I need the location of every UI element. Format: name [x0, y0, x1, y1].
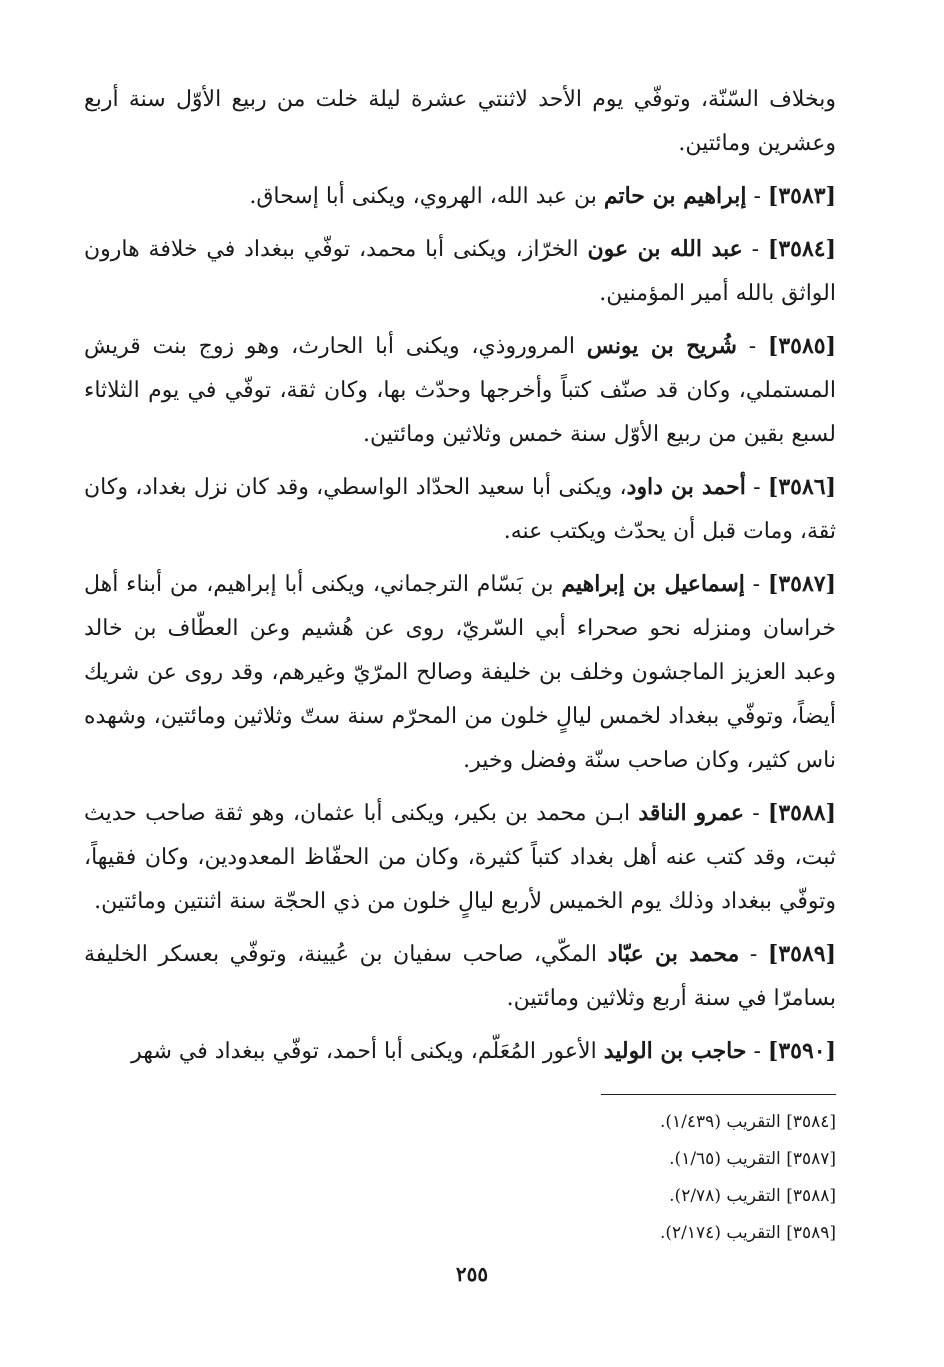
biography-entry: [٣٥٨٥] - شُريح بن يونس المروروذي، ويكنى أبا الحارث، وهو زوج بنت قريش المستملي، وكان قد صنّف كتباً وأخرجها وحدّث بها، وكان ثقة، توفّي في يوم الثلاثاء لسبع بقين من ربيع الأوّل سنة خمس وثلاثين ومائتين. [84, 333, 837, 447]
intro-paragraph [84, 78, 836, 166]
entry-number: [٣٥٨٤] [767, 236, 837, 262]
entry-number: [٣٥٨٣] [767, 183, 836, 209]
entry-text: ابـن محمد بن بكير، ويكنى أبا عثمان، وهو ثقة صاحب حديث ثبت، وقد كتب عنه أهل بغداد كتباً كثيرة، وكان من الحفّاظ المعدودين، وكان فقيهاً، وتوفّي ببغداد وذلك يوم الخميس لأربع ليالٍ خلون من ذي الحجّة سنة اثنتين ومائتين. [84, 801, 836, 914]
entry-number: [٣٥٨٩] [767, 941, 836, 967]
entry-text: المروروذي، ويكنى أبا الحارث، وهو زوج بنت قريش المستملي، وكان قد صنّف كتباً وأخرجها وحدّث بها، وكان ثقة، توفّي في يوم الثلاثاء لسبع بقين من ربيع الأوّل سنة خمس وثلاثين ومائتين. [84, 334, 836, 447]
entry-text: بن بَسّام الترجماني، ويكنى أبا إبراهيم، من أبناء أهل خراسان ومنزله نحو صحراء أبي السّريّ، روى عن هُشيم وعن العطّاف بن خالد وعبد العزيز الماجشون وخلف بن خليفة وصالح المرّيّ وغيرهم، وقد روى عن شريك أيضاً، وتوفّي ببغداد لخمس ليالٍ خلون من المحرّم سنة ستّ وثلاثين ومائتين، وشهده ناس كثير، وكان صاحب سنّة وفضل وخير. [84, 572, 836, 773]
entry-number: [٣٥٨٦] [767, 474, 837, 500]
footnotes-block [336, 1104, 836, 1252]
entry-name: إسماعيل بن إبراهيم [561, 571, 745, 597]
biography-entry: [٣٥٨٧] - إسماعيل بن إبراهيم بن بَسّام الترجماني، ويكنى أبا إبراهيم، من أبناء أهل خراسان ومنزله نحو صحراء أبي السّريّ، روى عن هُشيم وعن العطّاف بن خالد وعبد العزيز الماجشون وخلف بن خليفة وصالح المرّيّ وغيرهم، وقد روى عن شريك أيضاً، وتوفّي ببغداد لخمس ليالٍ خلون من المحرّم سنة ستّ وثلاثين ومائتين، وشهده ناس كثير، وكان صاحب سنّة وفضل وخير. [84, 571, 837, 773]
entry-name: إبراهيم بن حاتم [603, 183, 747, 209]
footnote: [٣٥٨٩] التقريب (٢/١٧٤). [660, 1223, 836, 1243]
biography-entry: [٣٥٨٤] - عبد الله بن عون الخرّاز، ويكنى أبا محمد، توفّي ببغداد في خلافة هارون الواثق بالله أمير المؤمنين. [84, 236, 837, 306]
entry-text: ، ويكنى أبا سعيد الحدّاد الواسطي، وقد كان نزل بغداد، وكان ثقة، ومات قبل أن يحدّث ويكتب عنه. [84, 475, 836, 544]
entry-name: محمد بن عبّاد [607, 941, 740, 967]
page-number: ٢٥٥ [455, 1262, 489, 1286]
entry-number: [٣٥٩٠] [767, 1038, 836, 1064]
biography-entry: [٣٥٨٩] - محمد بن عبّاد المكّي، صاحب سفيان بن عُيينة، وتوفّي بعسكر الخليفة بسامرّا في سنة أربع وثلاثين ومائتين. [84, 941, 836, 1011]
footnote: [٣٥٨٤] التقريب (١/٤٣٩). [660, 1112, 836, 1132]
biography-entry: [٣٥٨٣] - إبراهيم بن حاتم بن عبد الله، الهروي، ويكنى أبا إسحاق. [249, 183, 836, 209]
entry-number: [٣٥٨٨] [767, 800, 837, 826]
footnote: [٣٥٨٨] التقريب (٢/٧٨). [669, 1186, 836, 1206]
footnote-divider [601, 1094, 836, 1095]
biography-entry: [٣٥٨٦] - أحمد بن داود، ويكنى أبا سعيد الحدّاد الواسطي، وقد كان نزل بغداد، وكان ثقة، ومات قبل أن يحدّث ويكتب عنه. [84, 474, 837, 544]
entry-name: أحمد بن داود [626, 474, 746, 500]
footnote: [٣٥٨٧] التقريب (١/٦٥). [669, 1149, 836, 1169]
biography-entry: [٣٥٩٠] - حاجب بن الوليد الأعور المُعَلّم، ويكنى أبا أحمد، توفّي ببغداد في شهر [131, 1038, 836, 1064]
entry-name: حاجب بن الوليد [603, 1038, 747, 1064]
entry-number: [٣٥٨٥] [767, 333, 837, 359]
entry-text: الخرّاز، ويكنى أبا محمد، توفّي ببغداد في خلافة هارون الواثق بالله أمير المؤمنين. [84, 237, 836, 306]
intro-text: وبخلاف السّنّة، وتوفّي يوم الأحد لاثنتي عشرة ليلة خلت من ربيع الأوّل سنة أربع وعشرين ومائتين. [84, 87, 836, 156]
biography-entry: [٣٥٨٨] - عمرو الناقد ابـن محمد بن بكير، ويكنى أبا عثمان، وهو ثقة صاحب حديث ثبت، وقد كتب عنه أهل بغداد كتباً كثيرة، وكان من الحفّاظ المعدودين، وكان فقيهاً، وتوفّي ببغداد وذلك يوم الخميس لأربع ليالٍ خلون من ذي الحجّة سنة اثنتين ومائتين. [84, 800, 837, 914]
entry-name: عمرو الناقد [638, 800, 745, 826]
entry-text: المكّي، صاحب سفيان بن عُيينة، وتوفّي بعسكر الخليفة بسامرّا في سنة أربع وثلاثين ومائتين. [84, 942, 836, 1011]
entry-name: شُريح بن يونس [586, 333, 737, 359]
entry-text: الأعور المُعَلّم، ويكنى أبا أحمد، توفّي ببغداد في شهر [131, 1039, 597, 1064]
entry-name: عبد الله بن عون [587, 236, 743, 262]
entry-number: [٣٥٨٧] [767, 571, 837, 597]
entry-text: بن عبد الله، الهروي، ويكنى أبا إسحاق. [249, 184, 597, 209]
main-text-block [84, 78, 836, 1082]
